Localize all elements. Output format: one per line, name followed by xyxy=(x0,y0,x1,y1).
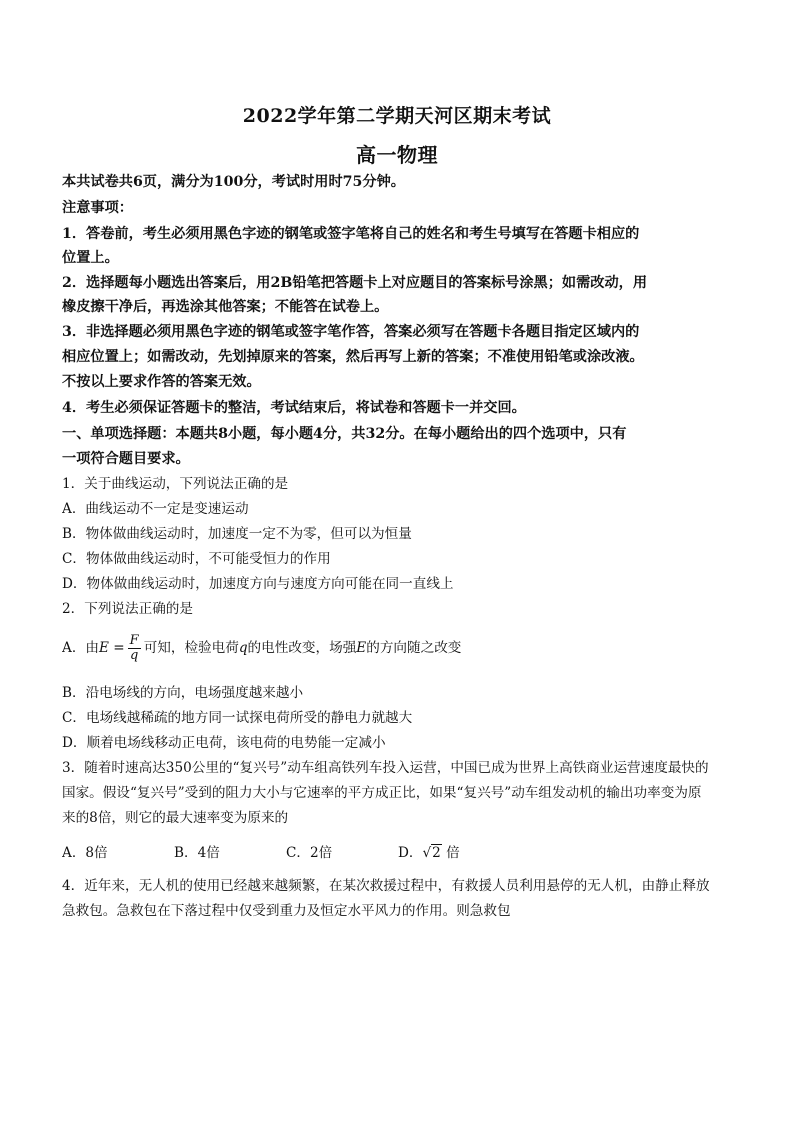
question-1-option-d: D．物体做曲线运动时，加速度方向与速度方向可能在同一直线上 xyxy=(62,576,454,592)
question-3-stem-line: 3．随着时速高达350公里的“复兴号”动车组高铁列车投入运营，中国已成为世界上高铁商业运营速度最快的 xyxy=(62,760,709,776)
note-line: 不按以上要求作答的答案无效。 xyxy=(62,374,261,390)
question-2-stem: 2．下列说法正确的是 xyxy=(62,601,193,617)
question-3-options xyxy=(62,843,734,863)
question-3-option-c: C．2倍 xyxy=(286,845,333,861)
notes-heading: 注意事项： xyxy=(62,200,133,216)
question-3-option-d xyxy=(398,844,460,861)
option-a-text-2: 的电性改变，场强 xyxy=(247,640,357,656)
formula-fraction xyxy=(128,634,141,663)
question-3-option-b: B．4倍 xyxy=(174,845,220,861)
sqrt-symbol: √2 xyxy=(422,845,441,861)
note-line: 4．考生必须保证答题卡的整洁，考试结束后，将试卷和答题卡一并交回。 xyxy=(62,400,526,416)
question-3-option-a: A．8倍 xyxy=(62,845,108,861)
question-1-option-a: A．曲线运动不一定是变速运动 xyxy=(62,501,249,517)
question-3-stem-line: 国家。假设“复兴号”受到的阻力大小与它速率的平方成正比，如果“复兴号”动车组发动机的输出功率变为原 xyxy=(62,785,702,801)
section-heading-cont: 一项符合题目要求。 xyxy=(62,451,190,467)
question-2-option-b: B．沿电场线的方向，电场强度越来越小 xyxy=(62,685,304,701)
note-line: 位置上。 xyxy=(62,250,119,266)
option-d-suffix: 倍 xyxy=(446,845,460,861)
option-d-prefix: D． xyxy=(398,845,423,861)
note-line: 2．选择题每小题选出答案后，用2B铅笔把答题卡上对应题目的答案标号涂黑；如需改动，用 xyxy=(62,275,648,291)
question-1-option-b: B．物体做曲线运动时，加速度一定不为零，但可以为恒量 xyxy=(62,526,412,542)
fraction-denominator: q xyxy=(130,648,139,663)
section-heading: 一、单项选择题：本题共8小题，每小题4分，共32分。在每小题给出的四个选项中，只有 xyxy=(62,426,627,442)
question-3-stem-line: 来的8倍，则它的最大速率变为原来的 xyxy=(62,810,289,826)
var-q: q xyxy=(238,640,248,656)
formula-lhs: E = xyxy=(99,640,125,656)
question-4-stem-line: 4．近年来，无人机的使用已经越来越频繁，在某次救援过程中，有救援人员利用悬停的无人机，由静止释放 xyxy=(62,878,710,894)
var-e: E xyxy=(356,640,367,656)
note-line: 3．非选择题必须用黑色字迹的钢笔或签字笔作答，答案必须写在答题卡各题目指定区域内的 xyxy=(62,324,640,340)
note-line: 1．答卷前，考生必须用黑色字迹的钢笔或签字笔将自己的姓名和考生号填写在答题卡相应的 xyxy=(62,226,640,242)
option-a-text-1: 可知，检验电荷 xyxy=(143,640,239,656)
note-line: 橡皮擦干净后，再选涂其他答案；不能答在试卷上。 xyxy=(62,299,389,315)
radicand: 2 xyxy=(432,845,441,861)
exam-title: 2022学年第二学期天河区期末考试 xyxy=(242,105,552,127)
question-1-stem: 1．关于曲线运动，下列说法正确的是 xyxy=(62,476,289,492)
question-1-option-c: C．物体做曲线运动时，不可能受恒力的作用 xyxy=(62,551,331,567)
exam-subject: 高一物理 xyxy=(356,143,438,167)
question-2-option-d: D．顺着电场线移动正电荷，该电荷的电势能一定减小 xyxy=(62,735,386,751)
question-4-stem-line: 急救包。急救包在下落过程中仅受到重力及恒定水平风力的作用。则急救包 xyxy=(62,903,511,919)
question-2-option-a xyxy=(62,630,734,670)
note-line: 相应位置上；如需改动，先划掉原来的答案，然后再写上新的答案；不准使用铅笔或涂改液。 xyxy=(62,349,644,365)
option-a-prefix: A．由 xyxy=(62,640,100,656)
exam-info: 本共试卷共6页，满分为100分，考试时用时75分钟。 xyxy=(62,174,405,190)
question-2-option-c: C．电场线越稀疏的地方同一试探电荷所受的静电力就越大 xyxy=(62,710,413,726)
fraction-numerator: F xyxy=(129,633,139,648)
option-a-text-3: 的方向随之改变 xyxy=(366,640,462,656)
